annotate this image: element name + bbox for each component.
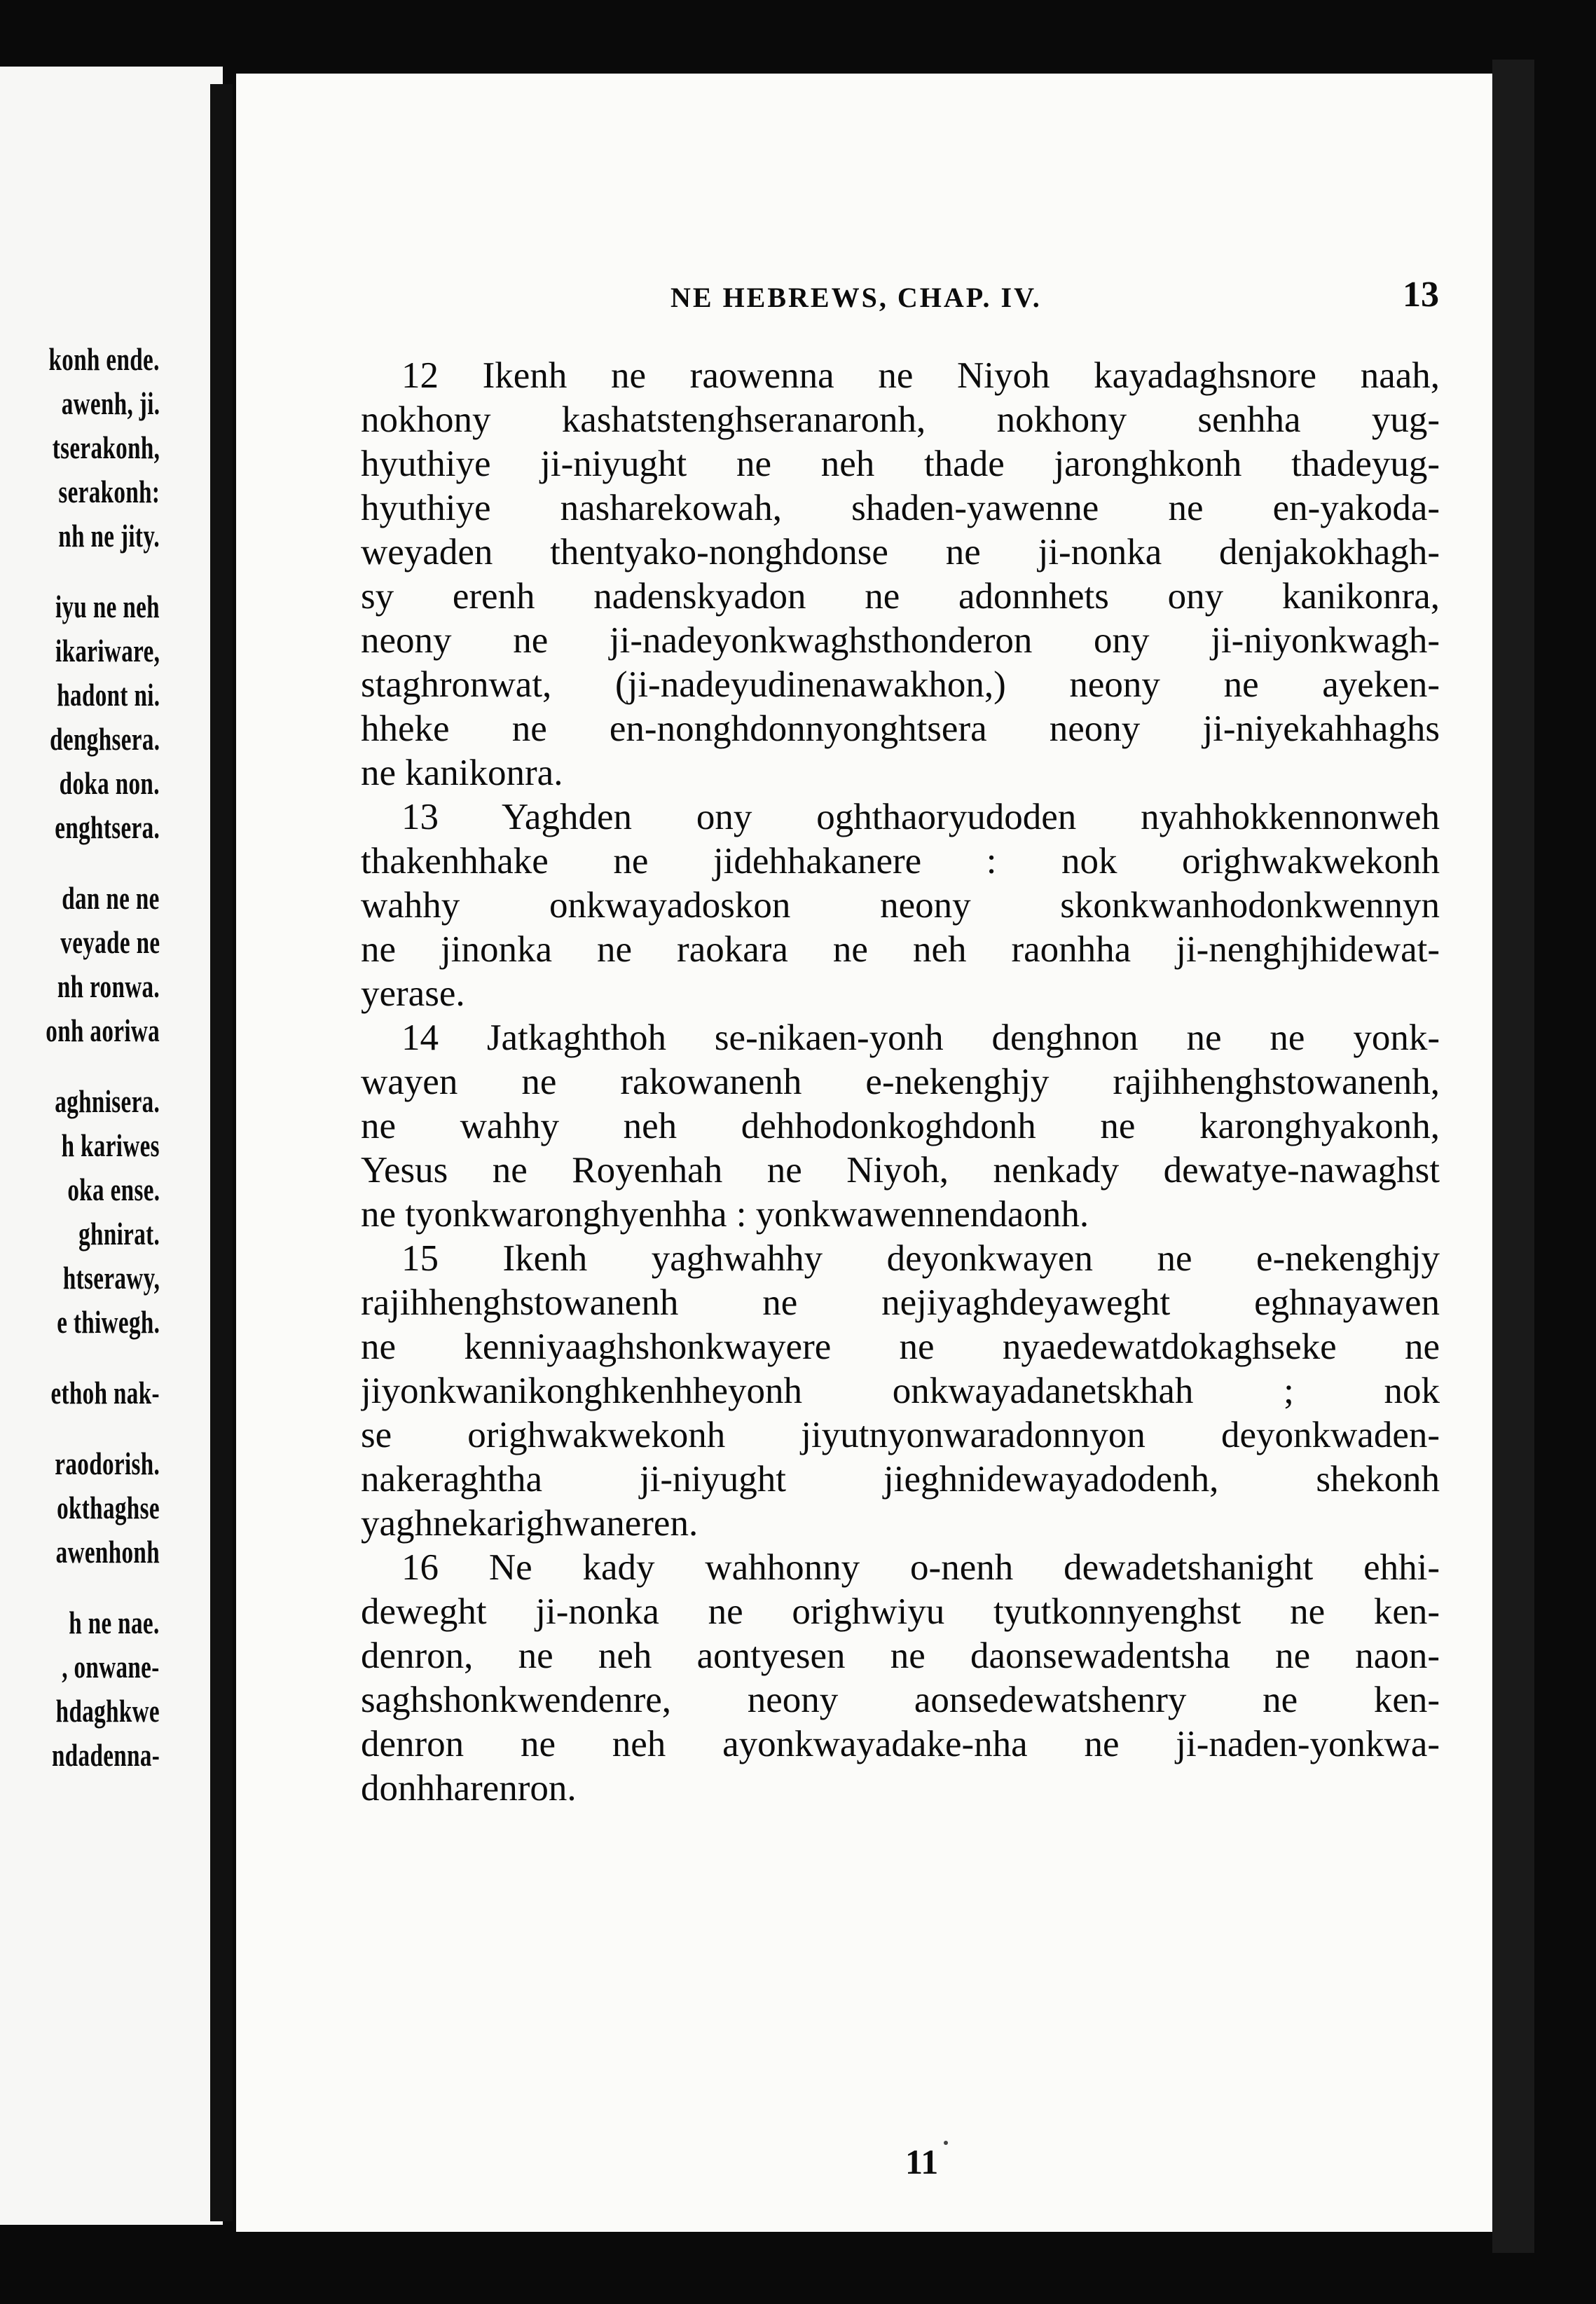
left-page-line: iyu ne neh	[55, 589, 160, 624]
left-page-fragment	[0, 67, 223, 2225]
left-page-line: dan ne ne	[62, 880, 160, 916]
left-page-line: nh ronwa.	[57, 968, 160, 1004]
left-page-line: okthaghse	[57, 1490, 160, 1525]
left-page-line: onh aoriwa	[46, 1013, 160, 1048]
right-page	[236, 74, 1497, 2232]
left-page-line: ethoh nak-	[50, 1375, 160, 1411]
left-page-line: enghtsera.	[55, 809, 160, 845]
text-line: saghshonkwendenre, neony aonsedewatshenry ne ken-	[361, 1680, 1440, 1720]
text-line: Yesus ne Royenhah ne Niyoh, nenkady dewatye-nawaghst	[361, 1150, 1440, 1191]
text-line: hheke ne en-nonghdonnyonghtsera neony ji-niyekahhaghs	[361, 708, 1440, 749]
text-line: nokhony kashatstenghseranaronh, nokhony senhha yug-	[361, 399, 1440, 440]
verse-first-line: 16 Ne kady wahhonny o-nenh dewadetshanight ehhi-	[401, 1547, 1440, 1588]
left-page-line: serakonh:	[58, 474, 160, 509]
text-line: weyaden thentyako-nonghdonse ne ji-nonka denjakokhagh-	[361, 532, 1440, 572]
text-line: ne kenniyaaghshonkwayere ne nyaedewatdokaghseke ne	[361, 1326, 1440, 1367]
text-line: sy erenh nadenskyadon ne adonnhets ony kanikonra,	[361, 576, 1440, 617]
text-line: deweght ji-nonka ne orighwiyu tyutkonnyenghst ne ken-	[361, 1591, 1440, 1632]
text-line: jiyonkwanikonghkenhheyonh onkwayadanetskhah ; nok	[361, 1371, 1440, 1411]
left-page-line: ghnirat.	[78, 1216, 160, 1252]
page-gutter	[210, 84, 233, 2221]
text-line: hyuthiye ji-niyught ne neh thade jaronghkonh thadeyug-	[361, 444, 1440, 484]
left-page-line: hadont ni.	[56, 677, 160, 713]
left-page-line: h ne nae.	[69, 1605, 160, 1640]
left-page-line: hdaghkwe	[55, 1693, 160, 1729]
verse-first-line: 13 Yaghden ony oghthaoryudoden nyahhokkennonweh	[401, 797, 1440, 837]
body-text	[361, 354, 1440, 1811]
left-page-line: raodorish.	[55, 1446, 160, 1481]
verse-first-line: 14 Jatkaghthoh se-nikaen-yonh denghnon ne ne yonk-	[401, 1017, 1440, 1058]
text-line: ne kanikonra.	[361, 753, 563, 793]
left-page-line: veyade ne	[60, 924, 160, 960]
page-edge	[1492, 60, 1534, 2253]
text-line: ne tyonkwaronghyenhha : yonkwawennendaonh.	[361, 1194, 1089, 1235]
left-page-line: e thiwegh.	[56, 1304, 160, 1340]
text-line: staghronwat, (ji-nadeyudinenawakhon,) neony ne ayeken-	[361, 664, 1440, 705]
left-page-line: , onwane-	[62, 1649, 160, 1685]
text-line: yerase.	[361, 973, 465, 1014]
text-line: ne wahhy neh dehhodonkoghdonh ne karonghyakonh,	[361, 1106, 1440, 1146]
text-line: yaghnekarighwaneren.	[361, 1503, 699, 1544]
text-line: rajihhenghstowanenh ne nejiyaghdeyaweght eghnayawen	[361, 1282, 1440, 1323]
left-page-line: doka non.	[59, 765, 160, 801]
text-line: neony ne ji-nadeyonkwaghsthonderon ony ji-niyonkwagh-	[361, 620, 1440, 661]
left-page-line: awenhonh	[55, 1534, 160, 1570]
running-head: NE HEBREWS, CHAP. IV.	[670, 282, 1042, 313]
left-page-line: oka ense.	[67, 1172, 160, 1207]
left-page-line: ikariware,	[55, 633, 160, 668]
left-page-line: ndadenna-	[51, 1737, 160, 1773]
left-page-line: htserawy,	[62, 1260, 160, 1296]
left-page-line: awenh, ji.	[61, 385, 160, 421]
text-line: wahhy onkwayadoskon neony skonkwanhodonkwennyn	[361, 885, 1440, 926]
verse-first-line: 12 Ikenh ne raowenna ne Niyoh kayadaghsnore naah,	[401, 355, 1440, 396]
print-speck	[944, 2141, 948, 2145]
text-line: hyuthiye nasharekowah, shaden-yawenne ne en-yakoda-	[361, 488, 1440, 528]
left-page-line: h kariwes	[61, 1127, 160, 1163]
left-page-line: aghnisera.	[55, 1083, 160, 1119]
left-page-line: konh ende.	[48, 341, 160, 377]
left-page-line: nh ne jity.	[58, 518, 160, 554]
verse-first-line: 15 Ikenh yaghwahhy deyonkwayen ne e-nekenghjy	[401, 1238, 1440, 1279]
left-page-line: denghsera.	[49, 721, 160, 757]
text-line: wayen ne rakowanenh e-nekenghjy rajihhenghstowanenh,	[361, 1062, 1440, 1102]
signature-mark: 11	[905, 2142, 939, 2181]
text-line: nakeraghtha ji-niyught jieghnidewayadodenh, shekonh	[361, 1459, 1440, 1500]
text-line: denron, ne neh aontyesen ne daonsewadentsha ne naon-	[361, 1636, 1440, 1676]
left-page-line: tserakonh,	[52, 430, 160, 465]
text-line: donhharenron.	[361, 1768, 577, 1809]
text-line: se orighwakwekonh jiyutnyonwaradonnyon deyonkwaden-	[361, 1415, 1440, 1455]
text-line: denron ne neh ayonkwayadake-nha ne ji-naden-yonkwa-	[361, 1724, 1440, 1764]
text-line: thakenhhake ne jidehhakanere : nok orighwakwekonh	[361, 841, 1440, 882]
text-line: ne jinonka ne raokara ne neh raonhha ji-nenghjhidewat-	[361, 929, 1440, 970]
page-number: 13	[1403, 275, 1439, 315]
